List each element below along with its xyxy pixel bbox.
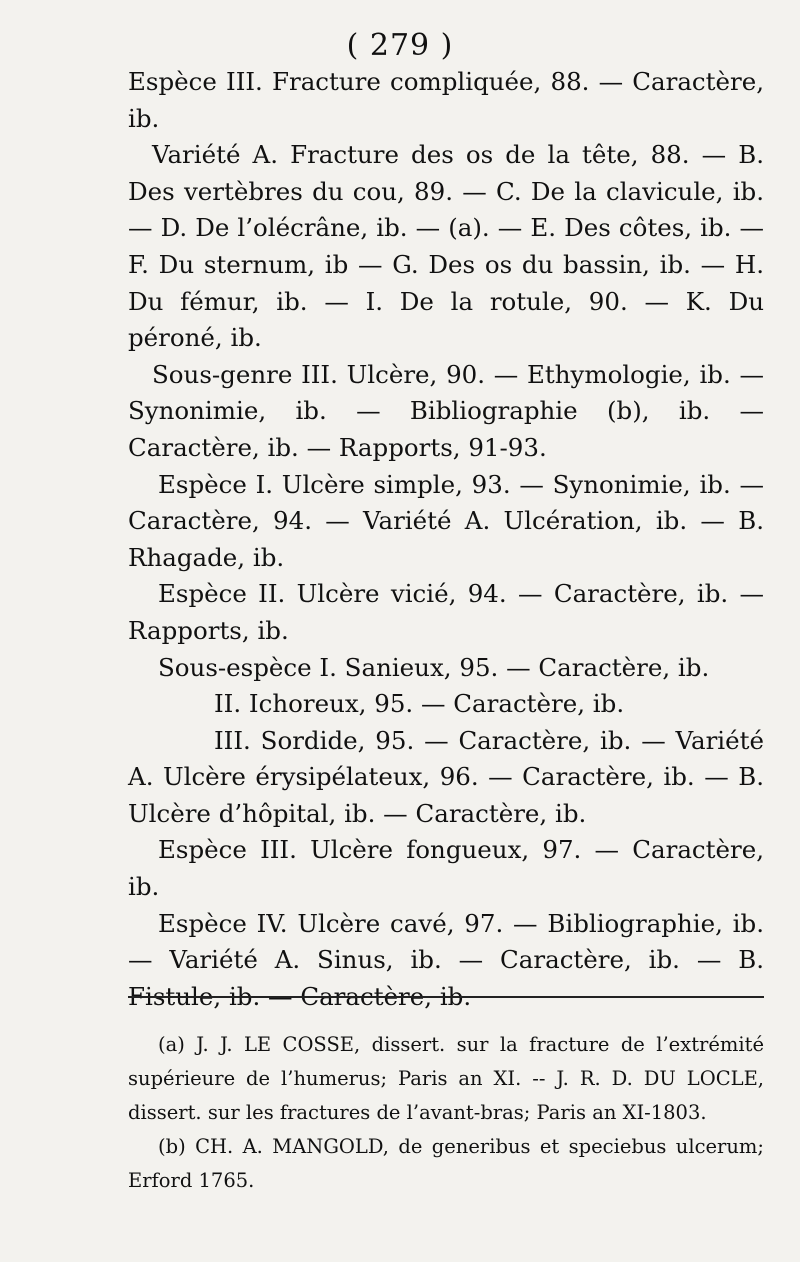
footnote-divider	[128, 996, 764, 998]
footnote-b: (b) CH. A. MANGOLD, de generibus et speciebus ulcerum; Erford 1765.	[128, 1135, 764, 1192]
page-number: ( 279 )	[346, 28, 454, 63]
entry-sous-espece-3-sordide: III. Sordide, 95. — Caractère, ib. — Variété A. Ulcère érysipélateux, 96. — Caractère, ib. — B. Ulcère d’hôpital, ib. — Caractère, ib.	[128, 725, 764, 828]
entry-espece-3-ulcere-fongueux: Espèce III. Ulcère fongueux, 97. — Caractère, ib.	[128, 835, 764, 902]
entry-espece-3-fracture: Espèce III. Fracture compliquée, 88. — Caractère, ib.	[128, 67, 764, 133]
entry-espece-1-ulcere-simple: Espèce I. Ulcère simple, 93. — Synonimie, ib. — Caractère, 94. — Variété A. Ulcération, ib. — B. Rhagade, ib.	[128, 469, 764, 572]
entry-espece-4-ulcere-cave: Espèce IV. Ulcère cavé, 97. — Bibliographie, ib. — Variété A. Sinus, ib. — Caractère, ib. — B. Fistule, ib. — Caractère, ib.	[128, 908, 764, 1011]
entry-sous-espece-2-ichoreux: II. Ichoreux, 95. — Caractère, ib.	[214, 689, 625, 719]
entry-varietes-fracture: Variété A. Fracture des os de la tête, 88. — B. Des vertèbres du cou, 89. — C. De la clavicule, ib. — D. De l’olécrâne, ib. — (a). — E. Des côtes, ib. — F. Du sternum, ib — G. Des os du bassin, ib. — H. Du fémur, ib. — I. De la rotule, 90. — K. Du péroné, ib.	[128, 140, 764, 353]
table-of-contents-text	[128, 64, 764, 1015]
entry-espece-2-ulcere-vicie: Espèce II. Ulcère vicié, 94. — Caractère, ib. — Rapports, ib.	[128, 579, 764, 645]
entry-sous-espece-1-sanieux: Sous-espèce I. Sanieux, 95. — Caractère, ib.	[158, 652, 710, 682]
footnotes	[128, 1028, 764, 1198]
entry-sous-genre-3-ulcere: Sous-genre III. Ulcère, 90. — Ethymologie, ib. — Synonimie, ib. — Bibliographie (b), ib. — Caractère, ib. — Rapports, 91-93.	[128, 359, 764, 462]
footnote-a: (a) J. J. LE COSSE, dissert. sur la fracture de l’extrémité supérieure de l’humerus; Paris an XI. -- J. R. D. DU LOCLE, dissert. sur les fractures de l’avant-bras; Paris an XI-1803.	[128, 1033, 764, 1124]
